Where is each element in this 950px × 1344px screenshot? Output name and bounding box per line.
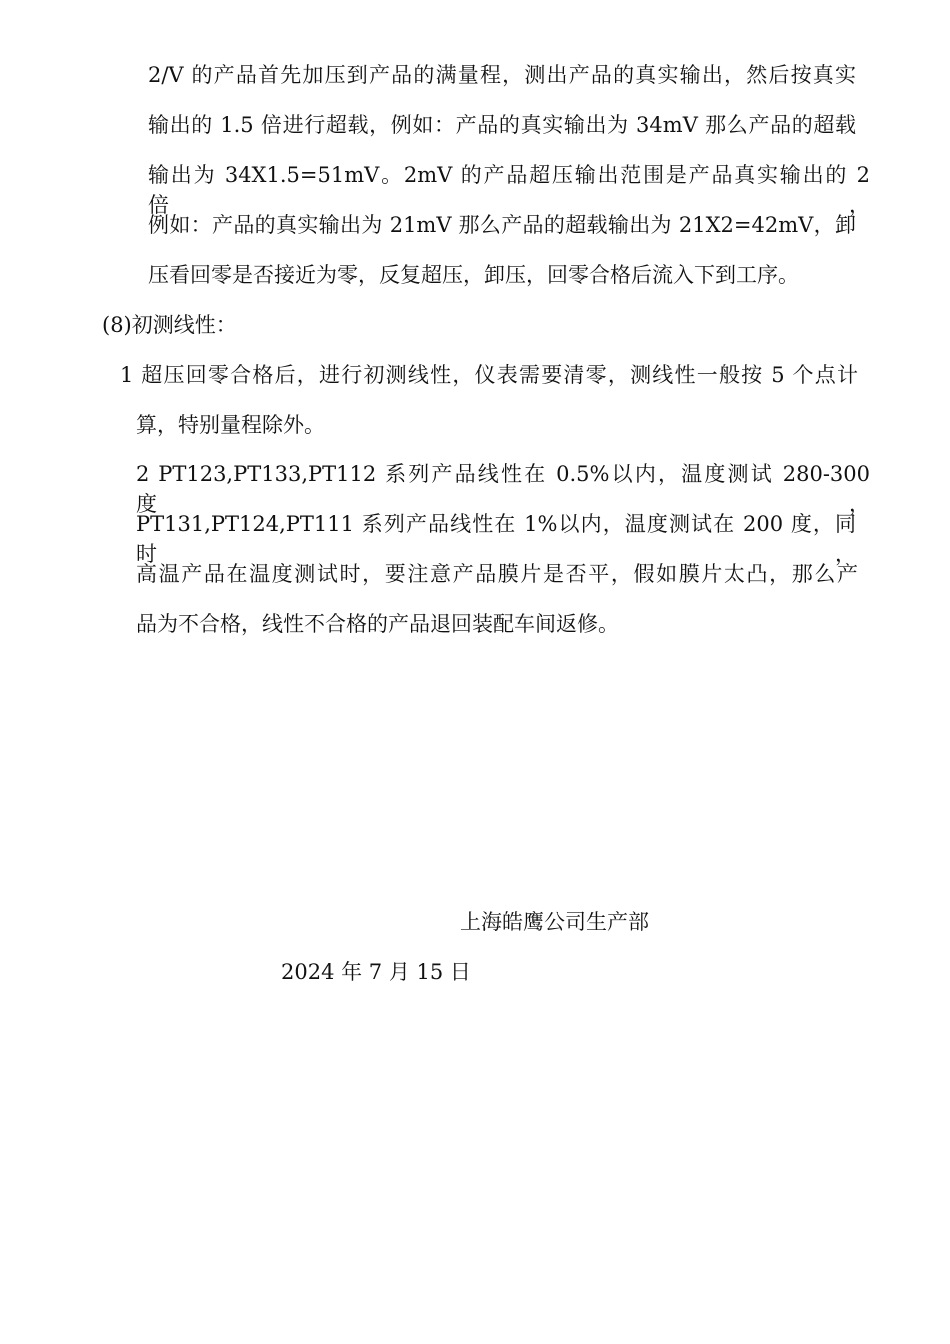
paragraph-line: 2/V 的产品首先加压到产品的满量程，测出产品的真实输出，然后按真实 (148, 63, 856, 87)
signature-organization: 上海皓鹰公司生产部 (460, 910, 649, 934)
list-item-line: 1 超压回零合格后，进行初测线性，仪表需要清零，测线性一般按 5 个点计 (120, 363, 858, 387)
list-item-line: 品为不合格，线性不合格的产品退回装配车间返修。 (136, 612, 619, 636)
list-item-line: 2 PT123,PT133,PT112 系列产品线性在 0.5%以内，温度测试 280-300 度， (136, 462, 870, 516)
paragraph-line: 压看回零是否接近为零，反复超压，卸压，回零合格后流入下到工序。 (148, 263, 799, 287)
paragraph-line: 例如：产品的真实输出为 21mV 那么产品的超载输出为 21X2=42mV，卸 (148, 213, 856, 237)
paragraph-line: 输出为 34X1.5=51mV。2mV 的产品超压输出范围是产品真实输出的 2 倍， (148, 163, 870, 217)
list-item-line: PT131,PT124,PT111 系列产品线性在 1%以内，温度测试在 200 度，同时， (136, 512, 856, 566)
signature-date: 2024 年 7 月 15 日 (281, 960, 471, 984)
section-heading: (8)初测线性： (102, 313, 237, 337)
list-item-line: 算，特别量程除外。 (136, 413, 325, 437)
list-item-line: 高温产品在温度测试时，要注意产品膜片是否平，假如膜片太凸，那么产 (136, 562, 858, 586)
paragraph-line: 输出的 1.5 倍进行超载，例如：产品的真实输出为 34mV 那么产品的超载 (148, 113, 856, 137)
